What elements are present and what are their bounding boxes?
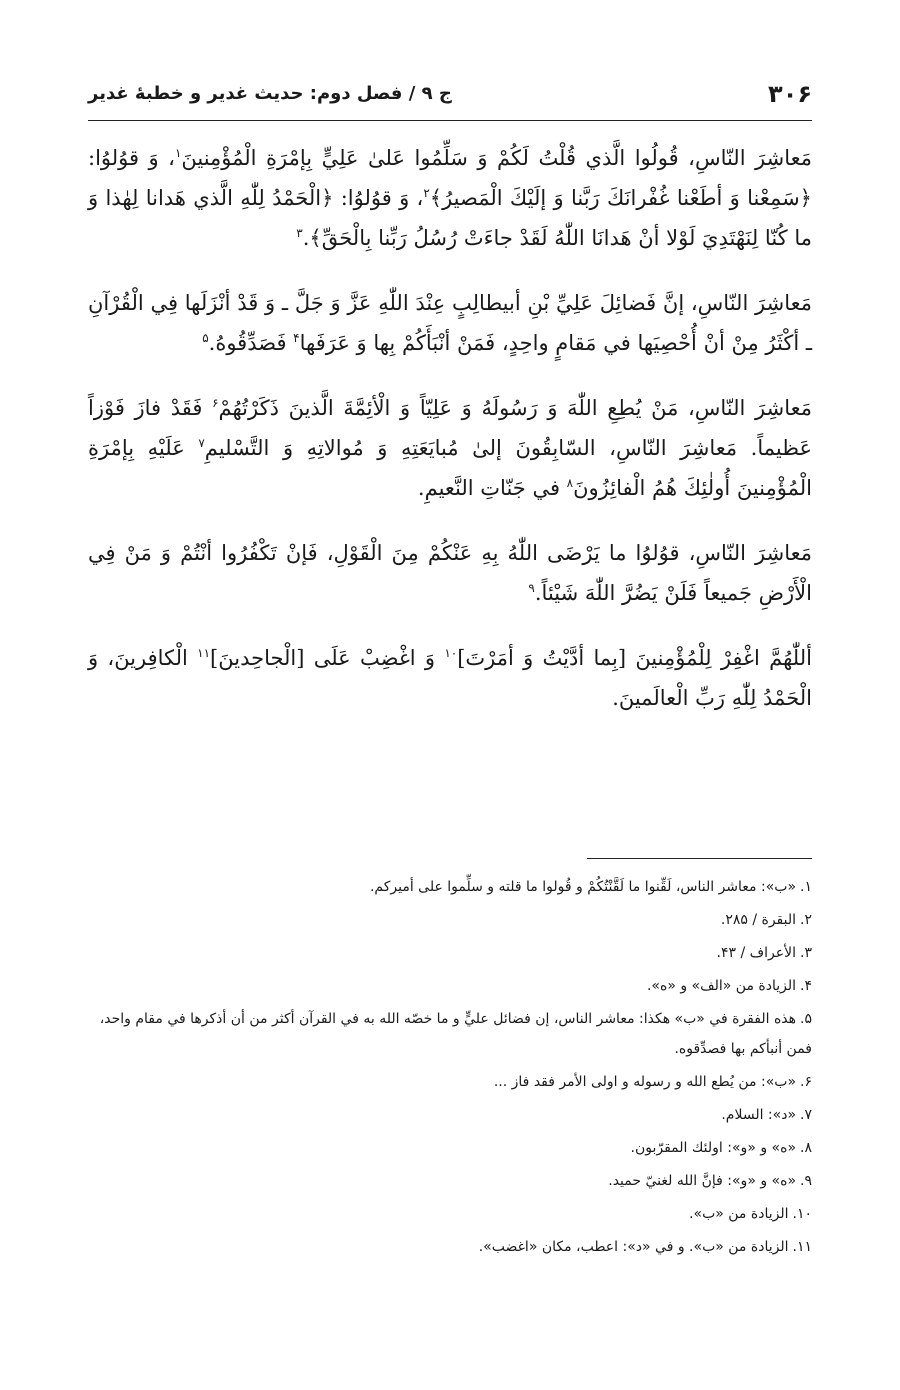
footnotes-list xyxy=(88,872,812,1265)
paragraph xyxy=(88,638,812,718)
footnote xyxy=(88,1067,812,1097)
main-text xyxy=(88,138,812,718)
footnote-number: ۳. xyxy=(800,945,812,961)
footnote-reference[interactable]: ۷ xyxy=(198,436,205,450)
paragraph-text: مَعاشِرَ النّاسِ، قُولُوا الَّذي قُلْتُ لَكُمْ وَ سَلِّمُوا عَلىٰ عَلِيٍّ بِإمْرَةِ الْمُؤْمِنينَ xyxy=(181,146,812,170)
footnote xyxy=(88,1133,812,1163)
footnote-reference[interactable]: ۹ xyxy=(528,581,535,595)
footnote xyxy=(88,1100,812,1130)
header-divider xyxy=(88,120,812,121)
footnote xyxy=(88,971,812,1001)
footnote-number: ۷. xyxy=(800,1107,812,1123)
paragraph-text: ، وَ قوُلوُا: ﴿سَمِعْنا وَ أطَعْنا غُفْرانَكَ رَبَّنا وَ إلَيْكَ الْمَصيرُ﴾ xyxy=(88,146,812,210)
footnote-reference[interactable]: ۵ xyxy=(202,331,209,345)
paragraph-text: في جَنّاتِ النَّعيمِ. xyxy=(417,476,567,500)
footnote-number: ۴. xyxy=(800,978,812,994)
page-header xyxy=(88,72,812,116)
running-title: ج ۹ / فصل دوم: حديث غدير و خطبهٔ غدير xyxy=(88,83,452,104)
footnote-reference[interactable]: ۱ xyxy=(174,146,182,160)
paragraph-text: مَعاشِرَ النّاسِ، قوُلوُا ما يَرْضَى اللّٰهُ بِهِ عَنْكُمْ مِنَ الْقَوْلِ، فَإنْ تَكْفُرُوا أنْتُمْ وَ مَنْ فِي الْأَرْضِ جَميعاً فَلَنْ يَضُرَّ اللّٰهَ شَيْئاً. xyxy=(88,541,812,605)
footnote-number: ۱۰. xyxy=(792,1206,812,1222)
footnote xyxy=(88,1166,812,1196)
footnote-text: «ب»: من يُطع الله و رسوله و اولى الأمر فقد فاز ... xyxy=(493,1074,797,1090)
footnote-text: «ه» و «و»: اولئك المقرّبون. xyxy=(630,1140,797,1156)
footnote-text: الأعراف / ۴۳. xyxy=(716,945,797,961)
footnote-reference[interactable]: ۳ xyxy=(296,226,303,240)
footnote-number: ۱. xyxy=(800,879,812,895)
paragraph-text: عَلَيْهِ بِإمْرَةِ الْمُؤْمِنينَ أُولٰئِكَ هُمُ الْفائِزُونَ xyxy=(88,436,812,500)
paragraph-text: فَصَدِّقُوهُ. xyxy=(208,331,294,355)
paragraph xyxy=(88,138,812,258)
footnote-text: «ب»: معاشر الناس، لَقِّنوا ما لَقَّنْتُكُمْ و قُولوا ما قلته و سلِّموا على أميركم. xyxy=(369,879,797,895)
footnote-text: البقرة / ۲۸۵. xyxy=(720,912,797,928)
footnote-reference[interactable]: ۶ xyxy=(212,396,219,410)
footnote-text: «د»: السلام. xyxy=(721,1107,797,1123)
footnote-divider xyxy=(587,858,812,859)
paragraph-text: فَقَدْ فازَ فَوْزاً عَظيماً. مَعاشِرَ النّاسِ، السّابِقُونَ إلىٰ مُبايَعَتِهِ وَ مُوالاتِهِ وَ التَّسْليمِ xyxy=(88,396,812,460)
paragraph-text: مَعاشِرَ النّاسِ، إنَّ فَضائِلَ عَلِيِّ بْنِ أبيطالِبٍ عِنْدَ اللّٰهِ عَزَّ وَ جَلَّ ـ وَ قَدْ أنْزَلَها فِي الْقُرْآنِ ـ أكْثَرُ مِنْ أنْ أُحْصِيَها في مَقامٍ واحِدٍ، فَمَنْ أنْبَأَكُمْ بِها وَ عَرَفَها xyxy=(88,291,812,355)
footnote-text: الزيادة من «الف» و «ه». xyxy=(646,978,797,994)
footnote-number: ۵. xyxy=(800,1011,812,1027)
paragraph xyxy=(88,283,812,363)
footnote-text: الزيادة من «ب». و في «د»: اعطب، مكان «اغضب». xyxy=(478,1239,789,1255)
footnote-number: ۹. xyxy=(800,1173,812,1189)
footnote-number: ۶. xyxy=(800,1074,812,1090)
footnote-reference[interactable]: ۴ xyxy=(293,331,300,345)
footnote-reference[interactable]: ۱۰ xyxy=(444,646,458,660)
footnote-text: الزيادة من «ب». xyxy=(689,1206,789,1222)
footnote-number: ۸. xyxy=(800,1140,812,1156)
footnote-number: ۲. xyxy=(800,912,812,928)
footnote-reference[interactable]: ۱۱ xyxy=(197,646,211,660)
footnote xyxy=(88,872,812,902)
paragraph-text: وَ اغْضِبْ عَلَى [الْجاحِدينَ] xyxy=(210,646,445,670)
footnote xyxy=(88,1004,812,1064)
paragraph-text: الْكافِرينَ، وَ الْحَمْدُ لِلّٰهِ رَبِّ الْعالَمينَ. xyxy=(88,646,812,710)
footnote-reference[interactable]: ۲ xyxy=(423,186,430,200)
book-page xyxy=(88,0,812,1390)
footnote-text: «ه» و «و»: فإنَّ الله لغنيّ حميد. xyxy=(608,1173,797,1189)
footnote xyxy=(88,905,812,935)
footnote-reference[interactable]: ۸ xyxy=(566,476,574,490)
paragraph xyxy=(88,533,812,613)
footnote xyxy=(88,1232,812,1262)
footnote-number: ۱۱. xyxy=(792,1239,812,1255)
paragraph xyxy=(88,388,812,508)
footnote xyxy=(88,1199,812,1229)
footnote xyxy=(88,938,812,968)
footnote-text: هذه الفقرة في «ب» هكذا: معاشر الناس، إن فضائل عليٍّ و ما خصّه الله به في القرآن أكثر من أن أذكرها في مقام واحد، فمن أنبأكم بها فصدِّقوه. xyxy=(99,1011,812,1057)
paragraph-text: مَعاشِرَ النّاسِ، مَنْ يُطِعِ اللّٰهَ وَ رَسُولَهُ وَ عَلِيّاً وَ الْأئِمَّةَ الَّذينَ ذَكَرْتُهُمْ xyxy=(218,396,812,420)
paragraph-text: أللّٰهُمَّ اغْفِرْ لِلْمُؤْمِنينَ [بِما أدَّيْتُ وَ أمَرْتَ] xyxy=(457,646,812,670)
paragraph-text: ، وَ قوُلوُا: ﴿الْحَمْدُ لِلّٰهِ الَّذي هَدانا لِهٰذا وَ ما كُنّا لِنَهْتَدِيَ لَوْلا أنْ هَدانَا اللّٰهُ لَقَدْ جاءَتْ رُسُلُ رَبِّنا بِالْحَقِّ﴾. xyxy=(88,186,812,250)
page-number: ۳۰۶ xyxy=(768,80,812,108)
